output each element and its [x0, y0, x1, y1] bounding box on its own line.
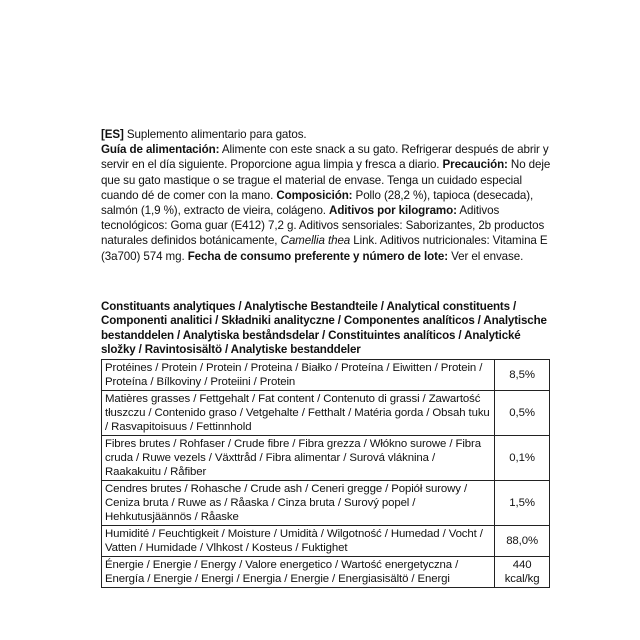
table-row — [102, 435, 550, 480]
caution-label: Precaución: — [442, 158, 508, 172]
analytical-constituents-section — [101, 300, 550, 588]
additives-italic: Camellia thea — [280, 234, 351, 248]
table-row — [102, 525, 550, 556]
additives-text-2: Link. Aditivos nutricionales: Vitamina E (3a700) 574 mg. — [101, 234, 548, 263]
constituent-name: Protéines / Protein / Protein / Proteina / Białko / Proteína / Eiwitten / Protein / Proteína / Bílkoviny / Proteiini / Protein — [102, 359, 495, 390]
additives-label: Aditivos por kilogramo: — [329, 204, 457, 218]
constituent-value: 440 kcal/kg — [495, 556, 550, 587]
constituent-name: Cendres brutes / Rohasche / Crude ash / Ceneri gregge / Popiół surowy / Ceniza bruta / Ruwe as / Råaska / Cinza bruta / Surový popel / Hehkutusjäännös / Råaske — [102, 480, 495, 525]
constituent-value: 1,5% — [495, 480, 550, 525]
constituent-name: Fibres brutes / Rohfaser / Crude fibre / Fibra grezza / Włókno surowe / Fibra cruda / Ruwe vezels / Växttråd / Fibra alimentar / Surová vláknina / Raakakuitu / Råfiber — [102, 435, 495, 480]
composition-text: Pollo (28,2 %), tapioca (desecada), salmón (1,9 %), extracto de vieira, colágeno. — [101, 188, 534, 218]
constituent-value: 0,5% — [495, 390, 550, 435]
intro-text: Suplemento alimentario para gatos. — [123, 128, 307, 141]
guide-text: Alimente con este snack a su gato. Refrigerar después de abrir y servir en el día siguiente. Proporcione agua limpia y fresca a diario. — [101, 143, 549, 172]
expiry-text: Ver el envase. — [448, 249, 524, 263]
es-section — [101, 127, 551, 264]
constituent-value: 8,5% — [495, 359, 550, 390]
guide-label: Guía de alimentación: — [101, 143, 220, 157]
nutrition-table — [101, 359, 550, 588]
table-row — [102, 556, 550, 587]
es-paragraph — [101, 127, 551, 264]
table-row — [102, 390, 550, 435]
constituent-name: Matières grasses / Fettgehalt / Fat content / Contenuto di grassi / Zawartość tłuszczu / Contenido graso / Vetgehalte / Fetthalt / Matéria gorda / Obsah tuku / Rasvapitoisuus / Fettinnhold — [102, 390, 495, 435]
expiry-label: Fecha de consumo preferente y número de lote: — [187, 249, 448, 263]
constituent-value: 88,0% — [495, 525, 550, 556]
composition-label: Composición: — [276, 188, 353, 202]
caution-text: No deje que su gato mastique o se trague el material de envase. Tenga un cuidado especial cuando dé de comer con la mano. — [101, 158, 551, 202]
constituent-name: Énergie / Energie / Energy / Valore energetico / Wartość energetyczna / Energía / Energie / Energi / Energia / Energie / Energiasisältö / Energi — [102, 556, 495, 587]
table-row — [102, 359, 550, 390]
constituent-name: Humidité / Feuchtigkeit / Moisture / Umidità / Wilgotność / Humedad / Vocht / Vatten / Humidade / Vlhkost / Kosteus / Fuktighet — [102, 525, 495, 556]
analytical-heading: Constituants analytiques / Analytische Bestandteile / Analytical constituents / Componenti analitici / Składniki analityczne / Componentes analíticos / Analytische bestanddelen / Analytiska beståndsdelar / Constituintes analíticos / Analytické složky / Ravintosisältö / Analytiske bestanddeler — [101, 300, 547, 357]
table-row — [102, 480, 550, 525]
constituent-value: 0,1% — [495, 435, 550, 480]
language-tag: [ES] — [101, 128, 124, 141]
additives-text: Aditivos tecnológicos: Goma guar (E412) 7,2 g. Aditivos sensoriales: Saborizantes, 2b productos naturales definidos botánicamente, — [101, 204, 545, 248]
